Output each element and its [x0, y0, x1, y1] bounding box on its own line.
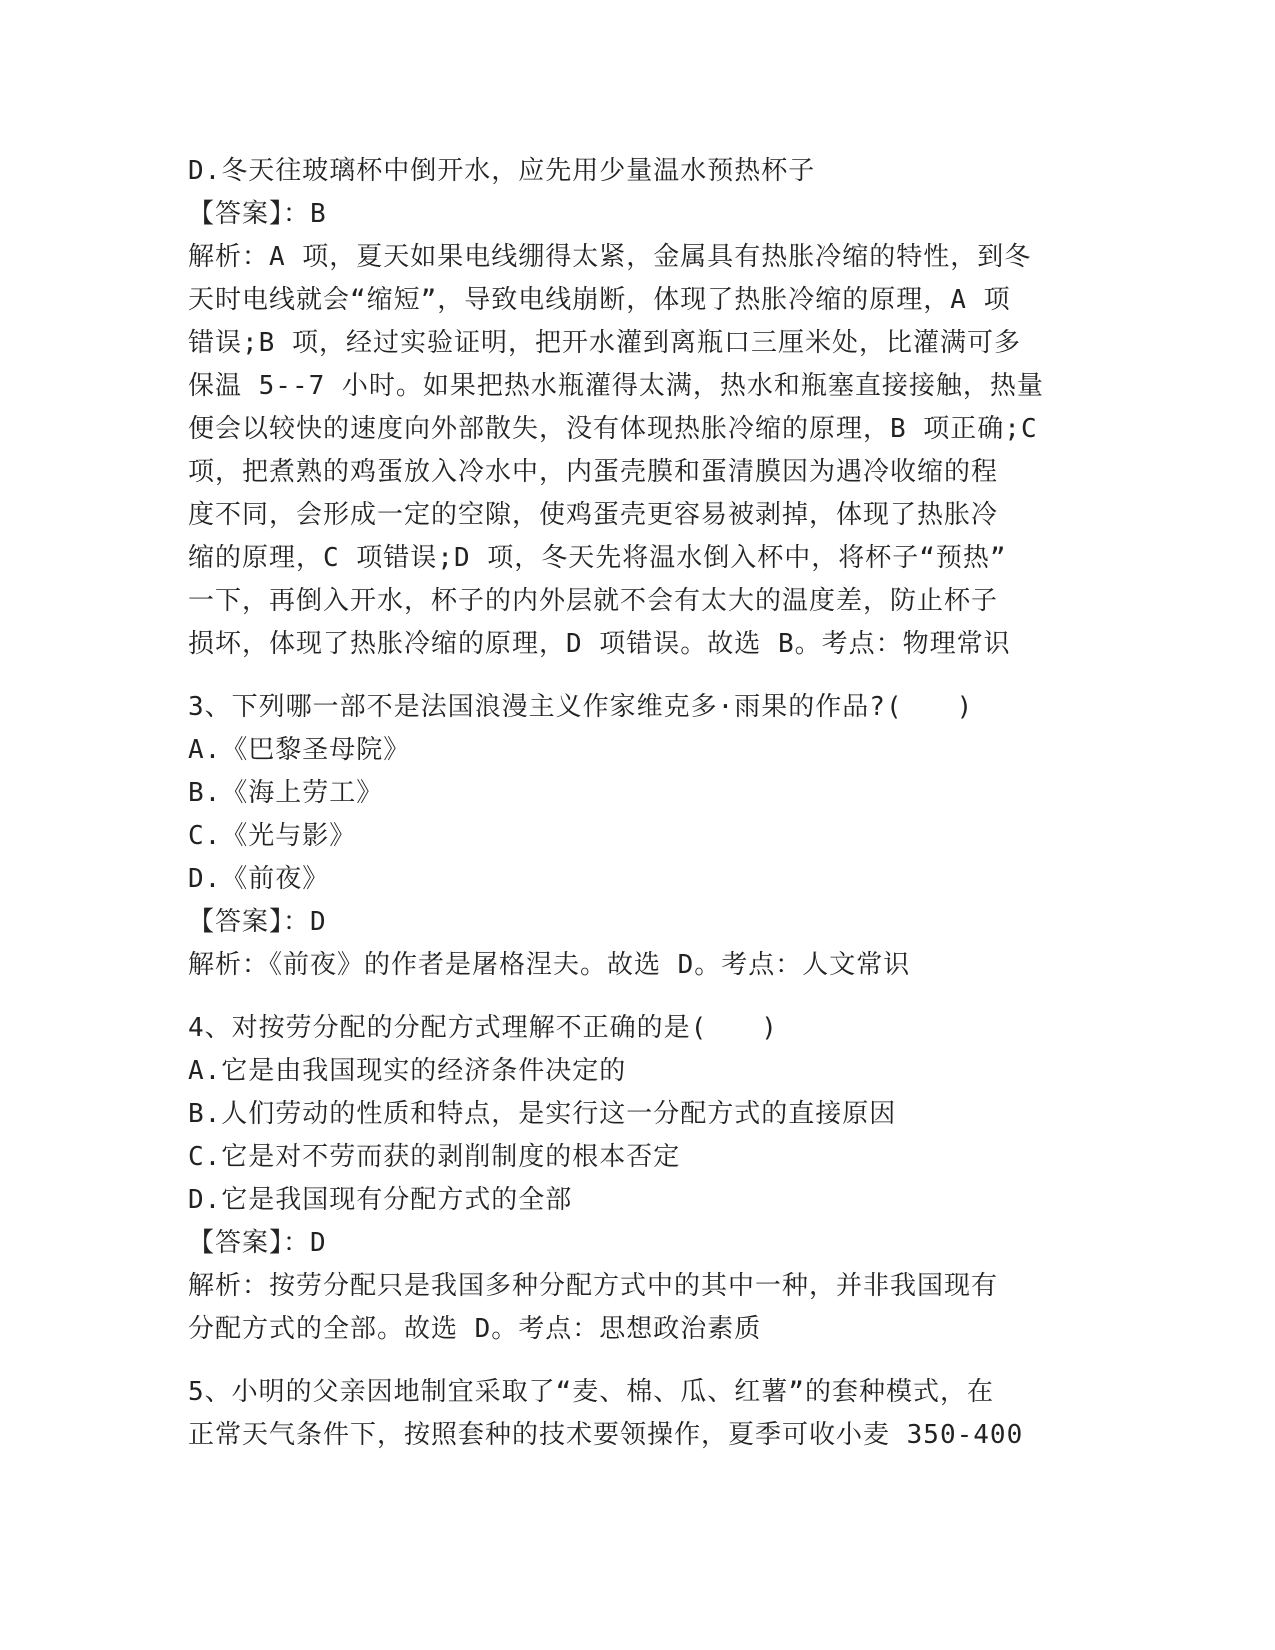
spacer [188, 1351, 1078, 1371]
q4-answer: 【答案】：D [188, 1228, 327, 1258]
q3-question: 3、下列哪一部不是法国浪漫主义作家维克多·雨果的作品?( ) [188, 692, 974, 722]
spacer [188, 666, 1078, 686]
q2-analysis-line: 损坏，体现了热胀冷缩的原理，D 项错误。故选 B。考点：物理常识 [188, 629, 1011, 659]
q5-question-line: 正常天气条件下，按照套种的技术要领操作，夏季可收小麦 350-400 [188, 1420, 1024, 1450]
q2-option-d: D.冬天往玻璃杯中倒开水，应先用少量温水预热杯子 [188, 156, 816, 186]
q2-analysis-line: 便会以较快的速度向外部散失，没有体现热胀冷缩的原理，B 项正确;C [188, 414, 1038, 444]
q4-option-c: C.它是对不劳而获的剥削制度的根本否定 [188, 1142, 681, 1172]
q2-analysis-line: 项，把煮熟的鸡蛋放入冷水中，内蛋壳膜和蛋清膜因为遇冷收缩的程 [188, 457, 999, 487]
q4-analysis-line: 分配方式的全部。故选 D。考点：思想政治素质 [188, 1314, 762, 1344]
q2-analysis-line: 缩的原理，C 项错误;D 项，冬天先将温水倒入杯中，将杯子“预热” [188, 543, 1007, 573]
q2-analysis-line: 解析：A 项，夏天如果电线绷得太紧，金属具有热胀冷缩的特性，到冬 [188, 242, 1032, 272]
q2-analysis-line: 错误;B 项，经过实验证明，把开水灌到离瓶口三厘米处，比灌满可多 [188, 328, 1021, 358]
q2-answer: 【答案】：B [188, 199, 327, 229]
spacer [188, 987, 1078, 1007]
q3-answer: 【答案】：D [188, 907, 327, 937]
q4-option-d: D.它是我国现有分配方式的全部 [188, 1185, 573, 1215]
q3-analysis: 解析：《前夜》的作者是屠格涅夫。故选 D。考点：人文常识 [188, 950, 911, 980]
q4-option-b: B.人们劳动的性质和特点，是实行这一分配方式的直接原因 [188, 1099, 897, 1129]
q2-analysis-line: 保温 5--7 小时。如果把热水瓶灌得太满，热水和瓶塞直接接触，热量 [188, 371, 1044, 401]
q4-analysis-line: 解析：按劳分配只是我国多种分配方式中的其中一种，并非我国现有 [188, 1271, 999, 1301]
q2-analysis-line: 度不同，会形成一定的空隙，使鸡蛋壳更容易被剥掉，体现了热胀冷 [188, 500, 999, 530]
q5-question-line: 5、小明的父亲因地制宜采取了“麦、棉、瓜、红薯”的套种模式，在 [188, 1377, 994, 1407]
q3-option-d: D.《前夜》 [188, 864, 330, 894]
q2-analysis-line: 天时电线就会“缩短”，导致电线崩断，体现了热胀冷缩的原理，A 项 [188, 285, 1011, 315]
q3-option-c: C.《光与影》 [188, 821, 357, 851]
q4-option-a: A.它是由我国现实的经济条件决定的 [188, 1056, 627, 1086]
q4-question: 4、对按劳分配的分配方式理解不正确的是( ) [188, 1013, 778, 1043]
document-content [188, 150, 1078, 1457]
q3-option-a: A.《巴黎圣母院》 [188, 735, 411, 765]
q2-analysis [188, 236, 1078, 666]
q3-option-b: B.《海上劳工》 [188, 778, 384, 808]
q2-analysis-line: 一下，再倒入开水，杯子的内外层就不会有太大的温度差，防止杯子 [188, 586, 999, 616]
